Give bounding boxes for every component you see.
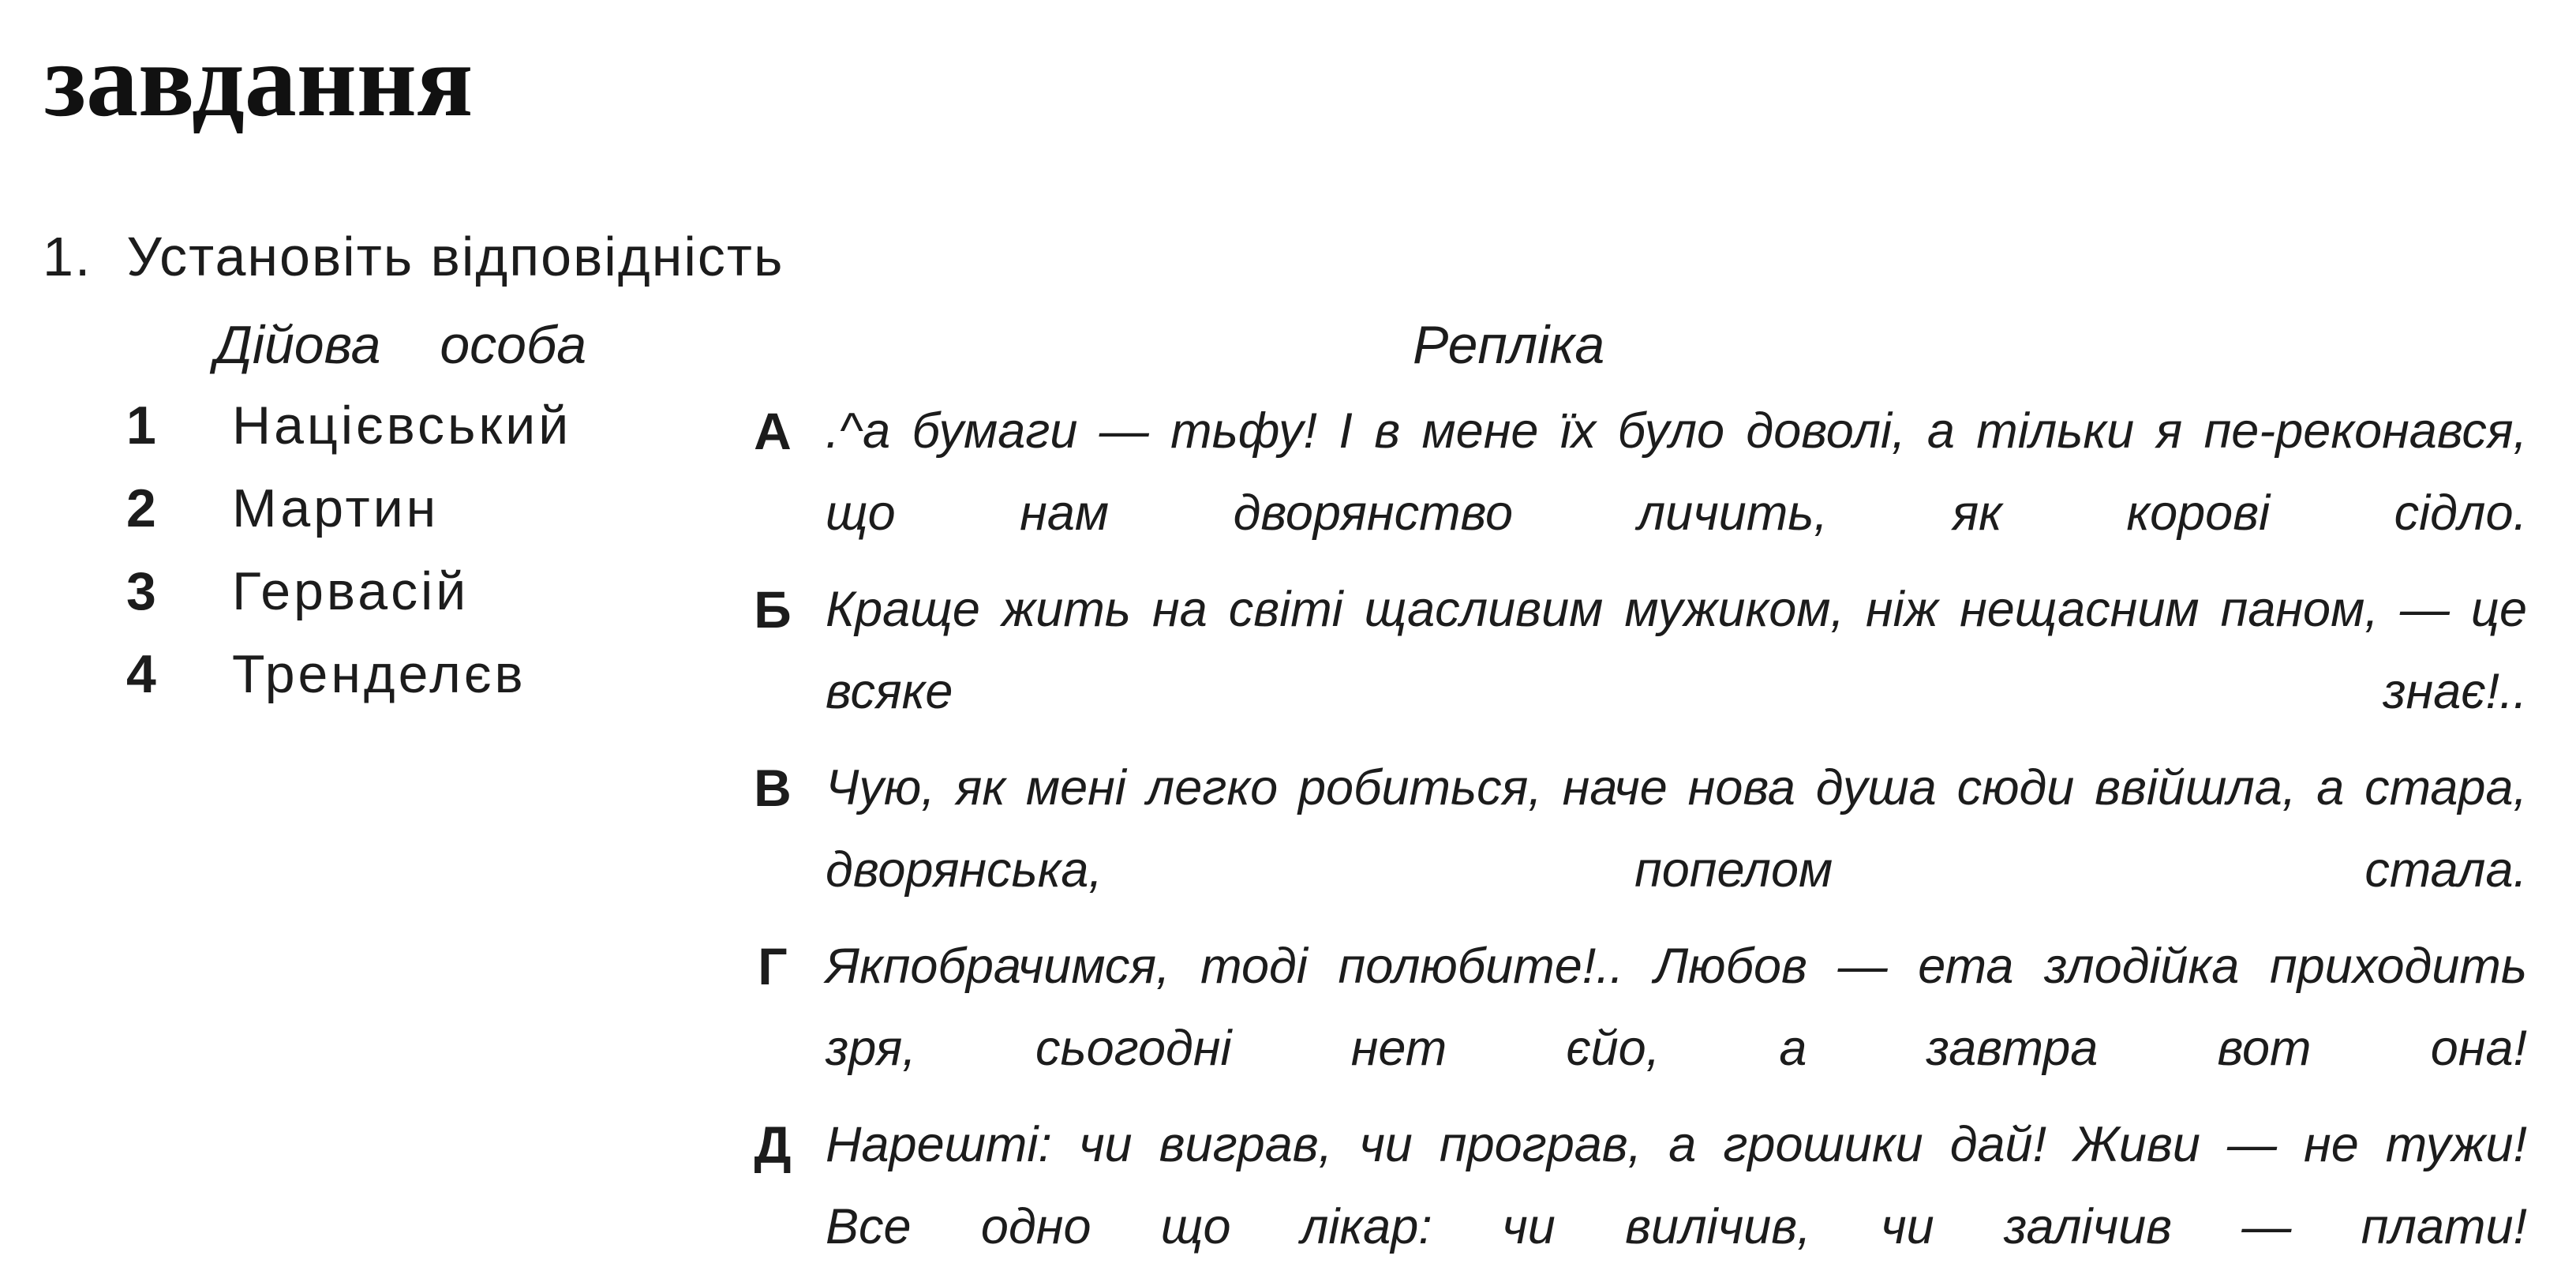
- person-number: 4: [126, 644, 156, 704]
- remarks-list: [720, 390, 2527, 1282]
- persons-list: [126, 390, 679, 722]
- remark-text: Нарешті: чи виграв, чи програв, а грошики дай! Живи — не тужи! Все одно що лікар: чи вилічив, чи залічив — плати!: [826, 1117, 2527, 1254]
- person-item: [126, 639, 679, 722]
- remark-letter: Д: [754, 1115, 792, 1174]
- remark-letter: В: [754, 759, 792, 817]
- person-name: Гервасій: [232, 561, 470, 621]
- task-instruction: [43, 221, 784, 292]
- person-number: 2: [126, 478, 156, 538]
- person-name: Мартин: [232, 478, 440, 538]
- remark-text: Чую, як мені легко робиться, наче нова душа сюди ввійшла, а стара, дворянська, попелом стала.: [826, 760, 2527, 898]
- remark-letter: Г: [758, 937, 788, 995]
- person-item: [126, 390, 679, 473]
- person-name: Тренделєв: [232, 644, 526, 704]
- remark-item: [720, 747, 2527, 911]
- person-name: Націєвський: [232, 395, 572, 455]
- remark-letter: А: [754, 402, 792, 460]
- remark-item: [720, 925, 2527, 1089]
- task-number: 1.: [43, 226, 92, 287]
- person-item: [126, 556, 679, 639]
- remark-text: .^а бумаги — тьфу! І в мене їх було доволі, а тільки я пе-реконався, що нам дворянство личить, як корові сідло.: [826, 403, 2527, 541]
- remark-text: Краще жить на світі щасливим мужиком, ніж нещасним паном, — це всяке знає!..: [826, 582, 2527, 719]
- task-instruction-text: Установіть відповідність: [126, 226, 784, 287]
- person-column-header: Дійова особа: [215, 315, 587, 375]
- remark-item: [720, 390, 2527, 554]
- page-heading: завдання: [44, 22, 474, 138]
- remark-item: [720, 568, 2527, 733]
- remark-item: [720, 1104, 2527, 1268]
- person-number: 1: [126, 395, 156, 455]
- remark-text: Якпобрачимся, тоді полюбите!.. Любов — ета злодійка приходить зря, сьогодні нет єйо, а завтра вот она!: [826, 939, 2527, 1076]
- person-number: 3: [126, 561, 156, 621]
- remark-column-header: Репліка: [1413, 315, 1605, 375]
- remark-letter: Б: [754, 580, 792, 639]
- person-item: [126, 473, 679, 556]
